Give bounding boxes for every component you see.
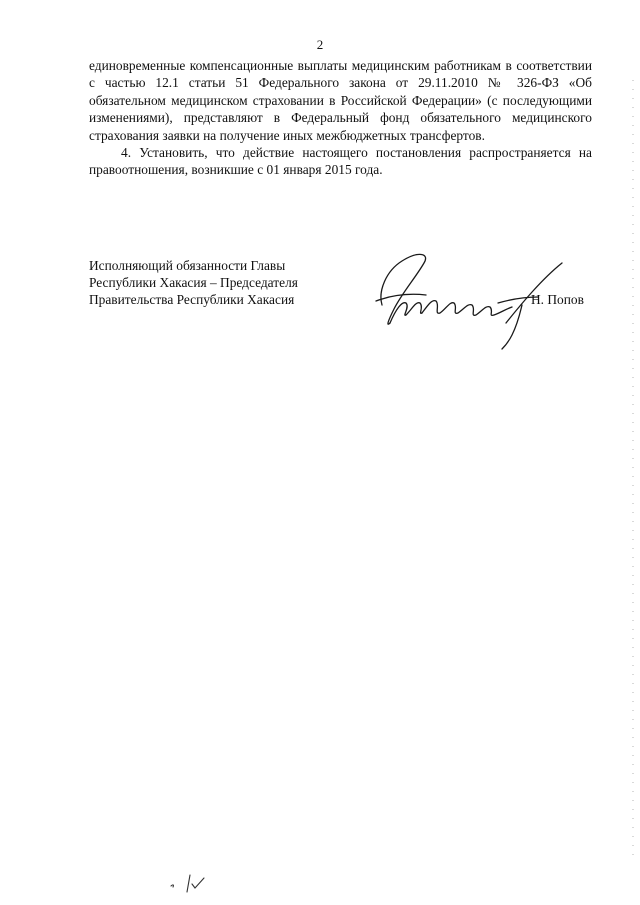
document-body [89,57,592,179]
position-line-3: Правительства Республики Хакасия [89,292,295,307]
paragraph-continuation: единовременные компенсационные выплаты медицинским работникам в соответствии с частью 12.1 статьи 51 Федерального закона от 29.11.2010 № 326-ФЗ «Об обязательном медицинском страховании в Российской Федерации» (с последующими изменениями), представляют в Федеральный фонд обязательного медицинского страхования заявки на получение иных межбюджетных трансфертов. [89,58,592,143]
paragraph-item-4: 4. Установить, что действие настоящего постановления распространяется на правоотношения, возникшие с 01 января 2015 года. [89,145,592,178]
page-number: 2 [316,37,324,52]
signer-name: Н. Попов [531,292,584,307]
signatory-position [89,257,298,308]
scan-edge-artifact [632,80,634,860]
position-line-2: Республики Хакасия – Председателя [89,275,298,290]
position-line-1: Исполняющий обязанности Главы [89,258,286,273]
handwritten-mark [168,872,208,894]
